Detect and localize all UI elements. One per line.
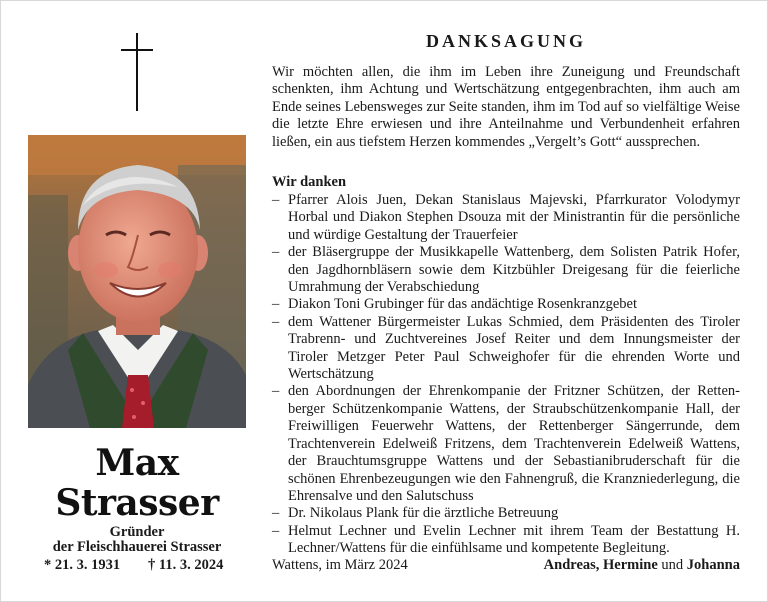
thanks-item-text: den Abordnungen der Ehrenkompanie der Fritzner Schützen, der Rettenberger Schützenkompanie Wattens, der Straubschützenkompanie Hall, der Freiwilligen Feuerwehr Wattens, der Rettenberger Sängerrunde, dem Trachtenverein Edelweiß Fritzens, dem Trachtenverein Edelweiß Wattens, der Brauchtumsgruppe Wattens und der Sebastianibruderschaft für die schönen Ehrenbezeugungen wie den Fahnengruß, die Kranzniederlegung, die Ehrensalve und den Salutschuss [288,383,740,504]
dash-bullet: – [272,296,280,313]
thanks-item-text: Diakon Toni Grubinger für das andächtige Rosenkranzgebet [288,296,638,313]
signer-names-1: Andreas, Hermine [543,557,658,573]
role-line-2: der Fleischhauerei Strasser [52,539,222,555]
portrait-photo [28,135,246,428]
thanks-item-text: der Bläsergruppe der Musikkapelle Wattenberg, dem Solisten Patrik Hofer, den Jagdhornbläsern sowie dem Kitzbühler Dreigesang für die feierliche Umrahmung der Verabschiedung [288,244,740,296]
thanks-item [272,244,740,296]
thanks-item [272,314,740,384]
notice-title: DANKSAGUNG [425,31,586,51]
deceased-first-name: Max [95,442,179,484]
deceased-last-name: Strasser [55,482,219,524]
place-date: Wattens, im März 2024 [272,557,408,573]
thanks-item [272,383,740,505]
birth-date: * 21. 3. 1931 [44,557,121,573]
role-line-1: Gründer [109,524,165,540]
thanks-item-text: Pfarrer Alois Juen, Dekan Stanislaus Majevski, Pfarrkurator Volodymyr Horbal und Diakon Stephen Dsouza mit der Ministrantin für die persönliche und würdige Gestaltung der Trauerfeier [288,192,740,243]
thanks-item [272,192,740,244]
dash-bullet: – [272,383,280,400]
thanks-item [272,505,740,522]
cross-icon [121,33,153,111]
signers [544,556,740,574]
thanks-list [272,192,740,558]
thanks-item-text: Dr. Nikolaus Plank für die ärztliche Betreuung [288,505,559,522]
dash-bullet: – [272,313,280,330]
signer-names-2: Johanna [686,557,740,573]
dash-bullet: – [272,192,280,208]
dash-bullet: – [272,505,280,522]
thanks-item-text: dem Wattener Bürgermeister Lukas Schmied, dem Präsidenten des Tiroler Trabrenn- und Zuchtvereines Josef Reiter und dem Innungsmeister der Tiroler Metzger Peter Paul Schweighofer für die ehrenden Worte und Wertschätzung [288,313,740,383]
signer-and: und [657,557,687,573]
death-date: † 11. 3. 2024 [148,557,224,573]
thanks-heading: Wir danken [272,174,347,190]
thanks-item [272,523,740,558]
intro-paragraph: Wir möchten allen, die ihm im Leben ihre Zuneigung und Freundschaft schenkten, ihm Achtung und Wertschätzung entgegenbrachten, ihm auch am Ende seines Lebensweges zur Seite standen, ihm im Tod auf so vielfältige Weise die letzte Ehre erwiesen und ihre Anteilnahme und Verbundenheit erfahren ließen, ein aus tiefstem Herzen kommendes „Vergelt’s Gott“ aussprechen. [272,64,740,150]
thanks-item [272,296,740,313]
dash-bullet: – [272,522,280,539]
thanks-item-text: Helmut Lechner und Evelin Lechner mit ihrem Team der Bestattung H. Lechner/Wattens für die einfühlsame und kompetente Begleitung. [288,522,740,557]
dash-bullet: – [272,244,280,261]
